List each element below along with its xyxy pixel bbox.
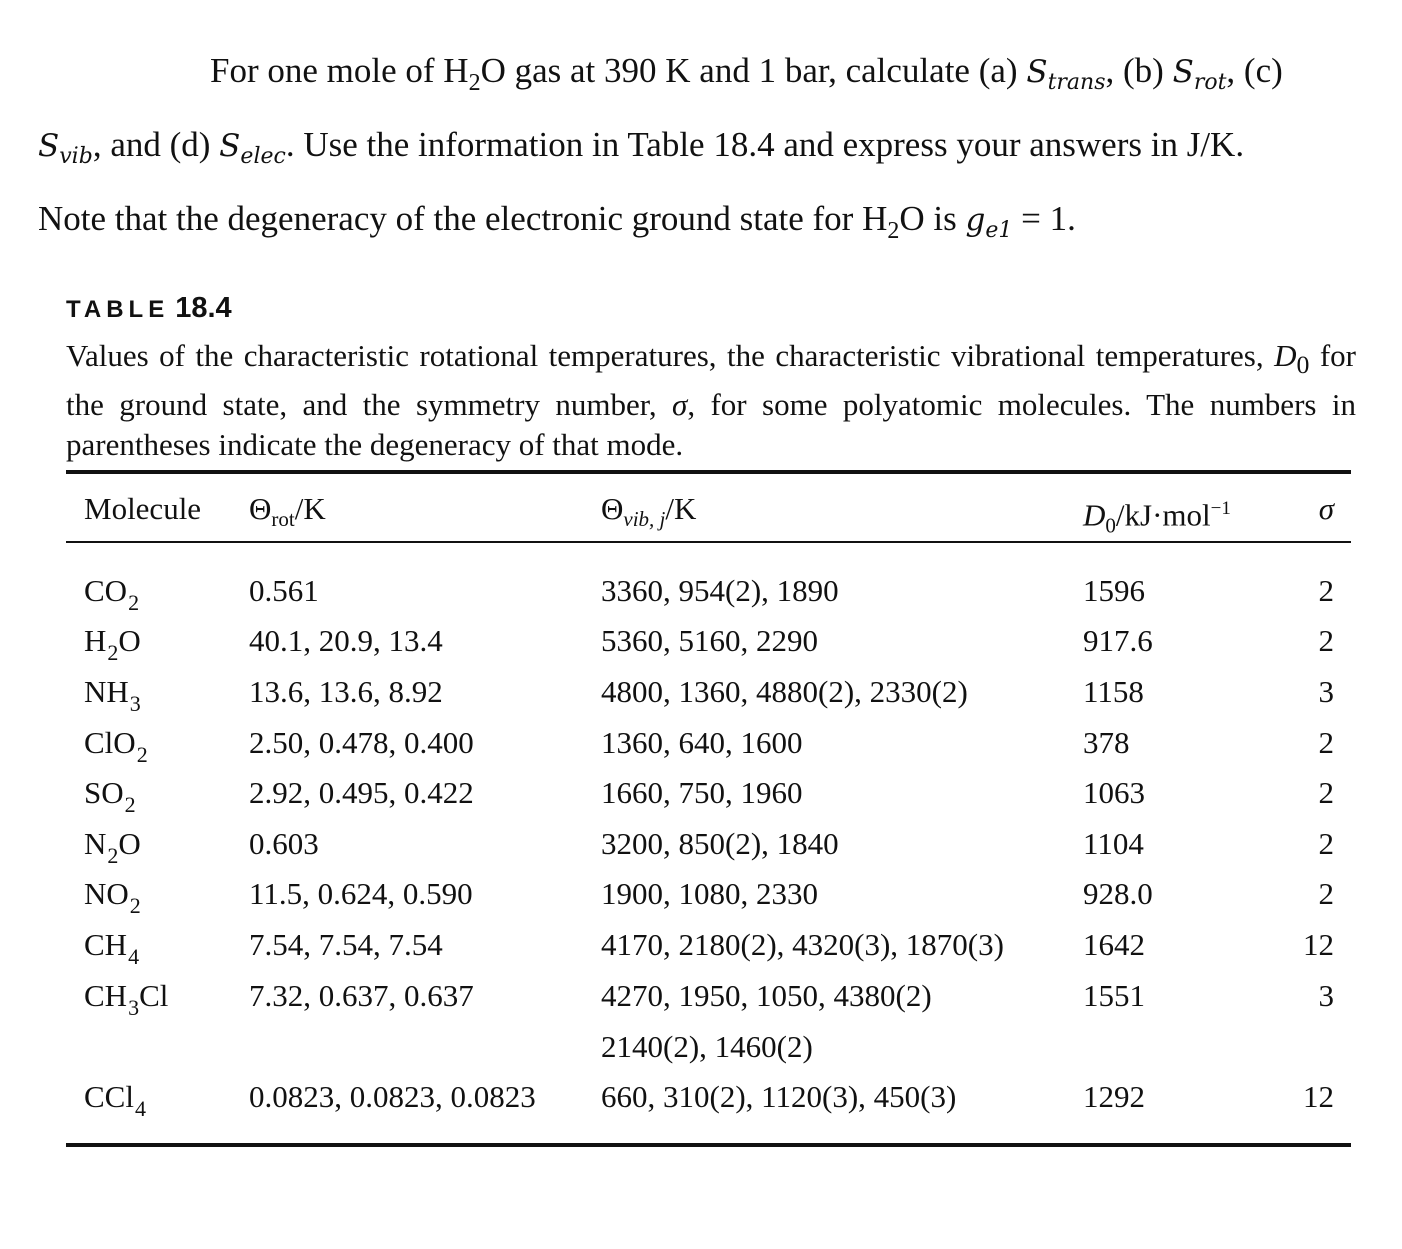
cell-theta-vib: 4170, 2180(2), 4320(3), 1870(3): [601, 927, 1004, 962]
cell-theta-rot: 7.54, 7.54, 7.54: [249, 927, 443, 962]
cell-theta-vib: 1360, 640, 1600: [601, 725, 803, 760]
cell-sigma: 2: [1318, 573, 1334, 608]
cell-molecule: $NH_3$: [84, 674, 141, 716]
cell-d0: 1104: [1083, 826, 1144, 861]
cell-sigma: 3: [1318, 674, 1334, 709]
table-label: TABLE: [66, 296, 170, 323]
problem-line-3: Note that the degeneracy of the electronic ground state for $H_2O$ is $g_{e1} = 1$.: [38, 199, 1076, 245]
s-rot-symbol: $S_{rot}$: [1172, 54, 1227, 96]
cell-d0: 1063: [1083, 775, 1145, 810]
cell-sigma: 2: [1318, 826, 1334, 861]
cell-molecule: $CH_4$: [84, 927, 140, 969]
cell-theta-vib: 3200, 850(2), 1840: [601, 826, 839, 861]
cell-d0: 1596: [1083, 573, 1145, 608]
cell-d0: 917.6: [1083, 623, 1153, 658]
cell-molecule: $CO_2$: [84, 573, 140, 615]
cell-molecule: $CH_3Cl$: [84, 978, 169, 1020]
problem-statement: [38, 40, 1378, 263]
cell-molecule: $H_2O$: [84, 623, 141, 665]
table-title: [66, 292, 232, 325]
cell-d0: 1642: [1083, 927, 1145, 962]
cell-theta-rot: 11.5, 0.624, 0.590: [249, 876, 473, 911]
header-sigma: σ: [1318, 491, 1334, 526]
cell-theta-vib: 5360, 5160, 2290: [601, 623, 818, 658]
header-theta-rot: $\Theta_{rot}/K$: [249, 491, 326, 532]
table-bottom-rule: [66, 1143, 1351, 1147]
table-number: 18.4: [175, 292, 232, 324]
cell-theta-vib: 3360, 954(2), 1890: [601, 573, 839, 608]
cell-theta-rot: 40.1, 20.9, 13.4: [249, 623, 443, 658]
s-trans-symbol: $S_{trans}$: [1026, 54, 1106, 96]
cell-sigma: 2: [1318, 725, 1334, 760]
cell-d0: 1158: [1083, 674, 1144, 709]
cell-theta-vib: 660, 310(2), 1120(3), 450(3): [601, 1079, 957, 1114]
cell-d0: 1292: [1083, 1079, 1145, 1114]
cell-theta-rot: 7.32, 0.637, 0.637: [249, 978, 474, 1013]
cell-theta-rot: 2.50, 0.478, 0.400: [249, 725, 474, 760]
header-theta-vib: $\Theta_{vib, j}/K$: [601, 491, 697, 532]
cell-sigma: 2: [1318, 876, 1334, 911]
table-caption: Values of the characteristic rotational temperatures, the characteristic vibrational temperatures, $D_0$ for the ground state, and the symmetry number, σ, for some polyatomic molecules. The numbers in parentheses indicate the degeneracy of that mode.: [66, 338, 1357, 463]
table-top-rule: [66, 470, 1351, 474]
cell-sigma: 12: [1303, 1079, 1334, 1114]
cell-theta-rot: 13.6, 13.6, 8.92: [249, 674, 443, 709]
cell-molecule: $SO_2$: [84, 775, 136, 817]
cell-theta-vib: 1660, 750, 1960: [601, 775, 803, 810]
cell-molecule: $NO_2$: [84, 876, 141, 918]
cell-sigma: 2: [1318, 775, 1334, 810]
cell-theta-rot: 0.561: [249, 573, 319, 608]
problem-line-2: $S_{vib}$, and (d) $S_{elec}$. Use the information in Table 18.4 and express your answers in J/K.: [38, 125, 1245, 170]
cell-molecule: CCl$_4$: [84, 1079, 146, 1121]
cell-theta-rot: 0.0823, 0.0823, 0.0823: [249, 1079, 536, 1114]
cell-d0: 1551: [1083, 978, 1145, 1013]
cell-sigma: 3: [1318, 978, 1334, 1013]
cell-sigma: 2: [1318, 623, 1334, 658]
header-d0: $D_0/kJ\cdot mol^{-1}$: [1083, 497, 1231, 538]
s-elec-symbol: $S_{elec}$: [219, 128, 286, 170]
cell-theta-vib: 4270, 1950, 1050, 4380(2): [601, 978, 932, 1013]
problem-line-1: For one mole of $H_2O$ gas at 390 K and 1 bar, calculate (a) $S_{trans}$, (b) $S_{rot}$, (c): [210, 51, 1283, 96]
cell-theta-vib: 4800, 1360, 4880(2), 2330(2): [601, 674, 968, 709]
g-e1-symbol: $g_{e1}$: [965, 202, 1013, 244]
cell-theta-rot: 2.92, 0.495, 0.422: [249, 775, 474, 810]
cell-sigma: 12: [1303, 927, 1334, 962]
cell-d0: 928.0: [1083, 876, 1153, 911]
cell-molecule: ClO$_2$: [84, 725, 148, 767]
cell-molecule: $N_2O$: [84, 826, 141, 868]
cell-theta-vib-continued: 2140(2), 1460(2): [601, 1029, 813, 1064]
s-vib-symbol: $S_{vib}$: [38, 128, 93, 170]
header-molecule: Molecule: [84, 491, 202, 526]
cell-theta-rot: 0.603: [249, 826, 319, 861]
cell-theta-vib: 1900, 1080, 2330: [601, 876, 818, 911]
cell-d0: 378: [1083, 725, 1130, 760]
